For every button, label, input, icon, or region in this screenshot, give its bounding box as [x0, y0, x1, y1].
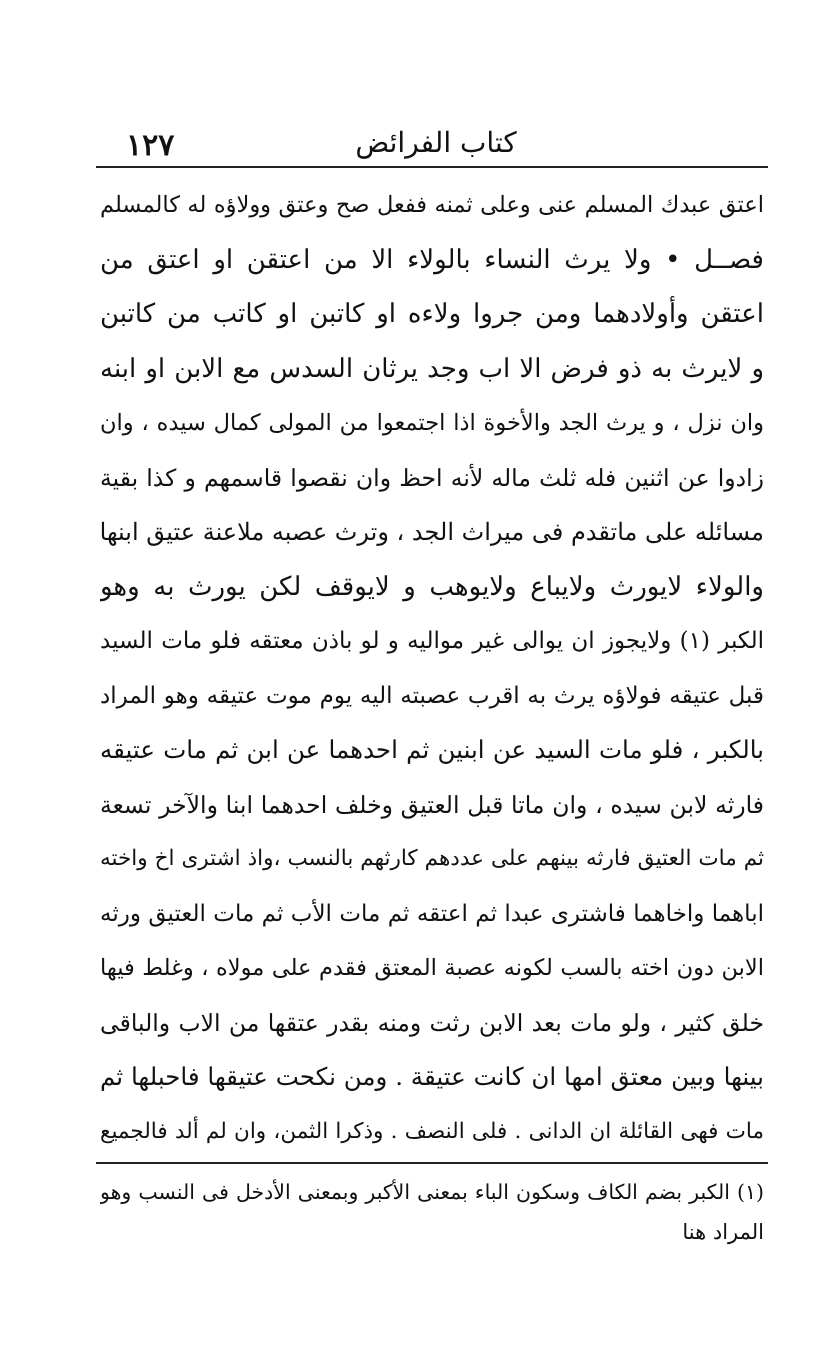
- page-header: [96, 122, 768, 168]
- footnote-line: (١) الكبر بضم الكاف وسكون الباء بمعنى الأكبر وبمعنى الأدخل فى النسب وهو: [100, 1180, 764, 1204]
- text-line: اباهما واخاهما فاشترى عبدا ثم اعتقه ثم مات الأب ثم مات العتيق ورثه: [100, 900, 764, 927]
- text-line: خلق كثير ، ولو مات بعد الابن رثت ومنه بقدر عتقها من الاب والباقى: [100, 1008, 764, 1037]
- running-title: كتاب الفرائض: [355, 126, 517, 159]
- text-line: فصــل • ولا يرث النساء بالولاء الا من اعتقن او اعتق من: [100, 244, 764, 275]
- footnote-line: المراد هنا: [682, 1220, 764, 1244]
- text-line: و لايرث به ذو فرض الا اب وجد يرثان السدس مع الابن او ابنه: [100, 353, 764, 384]
- text-line: زادوا عن اثنين فله ثلث ماله لأنه احظ وان نقصوا قاسمهم و كذا بقية: [100, 463, 764, 492]
- text-line: اعتق عبدك المسلم عنى وعلى ثمنه ففعل صح وعتق وولاؤه له كالمسلم: [100, 192, 764, 218]
- text-line: اعتقن وأولادهما ومن جروا ولاءه او كاتبن او كاتب من كاتبن: [100, 299, 764, 329]
- header-rule: [96, 166, 768, 168]
- text-line: ثم مات العتيق فارثه بينهم على عددهم كارثهم بالنسب ،واذ اشترى اخ واخته: [100, 846, 764, 871]
- text-line: مات فهى القائلة ان الدانى . فلى النصف . وذكرا الثمن، وان لم ألد فالجميع: [100, 1118, 764, 1144]
- main-text: [100, 178, 764, 1158]
- text-line: مسائله على ماتقدم فى ميراث الجد ، وترث عصبه ملاعنة عتيق ابنها: [100, 518, 764, 546]
- page-number: ١٢٧: [126, 128, 175, 163]
- footnote: [100, 1172, 764, 1252]
- text-line: الكبر (١) ولايجوز ان يوالى غير مواليه و لو باذن معتقه فلو مات السيد: [100, 628, 764, 654]
- text-line: وان نزل ، و يرث الجد والأخوة اذا اجتمعوا من المولى كمال سيده ، وان: [100, 410, 764, 436]
- footnote-rule: [96, 1162, 768, 1164]
- text-line: الابن دون اخته بالسب لكونه عصبة المعتق فقدم على مولاه ، وغلط فيها: [100, 955, 764, 981]
- text-line: بينها وبين معتق امها ان كانت عتيقة . ومن نكحت عتيقها فاحبلها ثم: [100, 1062, 764, 1091]
- text-line: فارثه لابن سيده ، وان ماتا قبل العتيق وخلف احدهما ابنا والآخر تسعة: [100, 790, 764, 819]
- text-line: والولاء لايورث ولايباع ولايوهب و لايوقف لكن يورث به وهو: [100, 571, 764, 602]
- text-line: بالكبر ، فلو مات السيد عن ابنين ثم احدهما عن ابن ثم مات عتيقه: [100, 735, 764, 764]
- text-line: قبل عتيقه فولاؤه يرث به اقرب عصبته اليه يوم موت عتيقه وهو المراد: [100, 682, 764, 709]
